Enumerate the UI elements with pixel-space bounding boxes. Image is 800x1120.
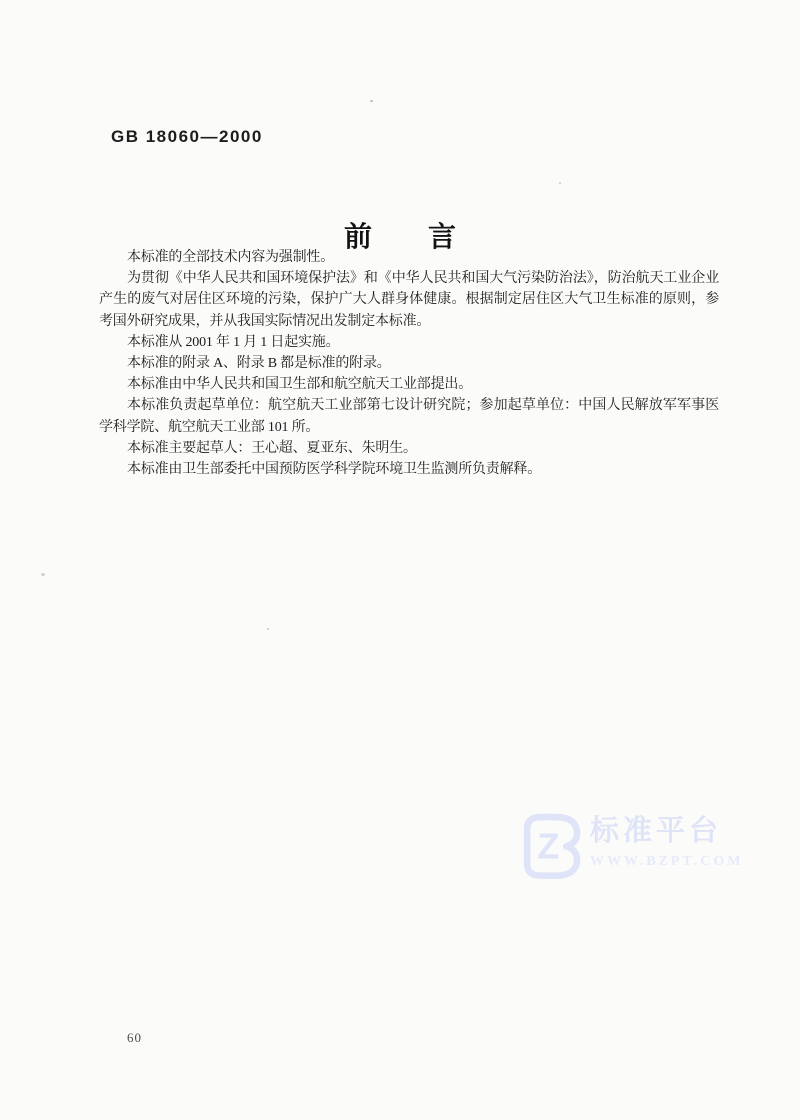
logo-letter: Z xyxy=(537,825,560,867)
watermark-text xyxy=(590,812,743,870)
watermark-brand: 标准平台 xyxy=(590,815,723,847)
page-number: 60 xyxy=(127,1030,142,1045)
foreword-body xyxy=(99,247,719,480)
paragraph: 本标准的全部技术内容为强制性。 xyxy=(127,250,334,265)
paragraph: 本标准的附录 A、附录 B 都是标准的附录。 xyxy=(127,356,391,372)
standard-code: GB 18060—2000 xyxy=(111,127,263,146)
paragraph: 本标准由卫生部委托中国预防医学科学院环境卫生监测所负责解释。 xyxy=(127,462,541,478)
paragraph: 本标准主要起草人：王心超、夏亚东、朱明生。 xyxy=(127,440,417,456)
watermark xyxy=(518,812,743,880)
page-title: 前 言 xyxy=(343,221,456,253)
scan-speck xyxy=(559,182,561,184)
scan-speck xyxy=(41,573,45,576)
paragraph: 本标准从 2001 年 1 月 1 日起实施。 xyxy=(127,334,340,350)
bzpt-logo-icon xyxy=(518,812,584,880)
watermark-url: WWW.BZPT.COM xyxy=(590,854,744,869)
paragraph: 本标准由中华人民共和国卫生部和航空航天工业部提出。 xyxy=(127,377,472,393)
scan-speck xyxy=(267,628,269,630)
paragraph: 为贯彻《中华人民共和国环境保护法》和《中华人民共和国大气污染防治法》，防治航天工业企业产生的废气对居住区环境的污染，保护广大人群身体健康。根据制定居住区大气卫生标准的原则，参考国外研究成果，并从我国实际情况出发制定本标准。 xyxy=(99,271,719,329)
paragraph: 本标准负责起草单位：航空航天工业部第七设计研究院；参加起草单位：中国人民解放军军事医学科学院、航空航天工业部 101 所。 xyxy=(99,398,719,435)
scan-speck xyxy=(370,100,373,102)
